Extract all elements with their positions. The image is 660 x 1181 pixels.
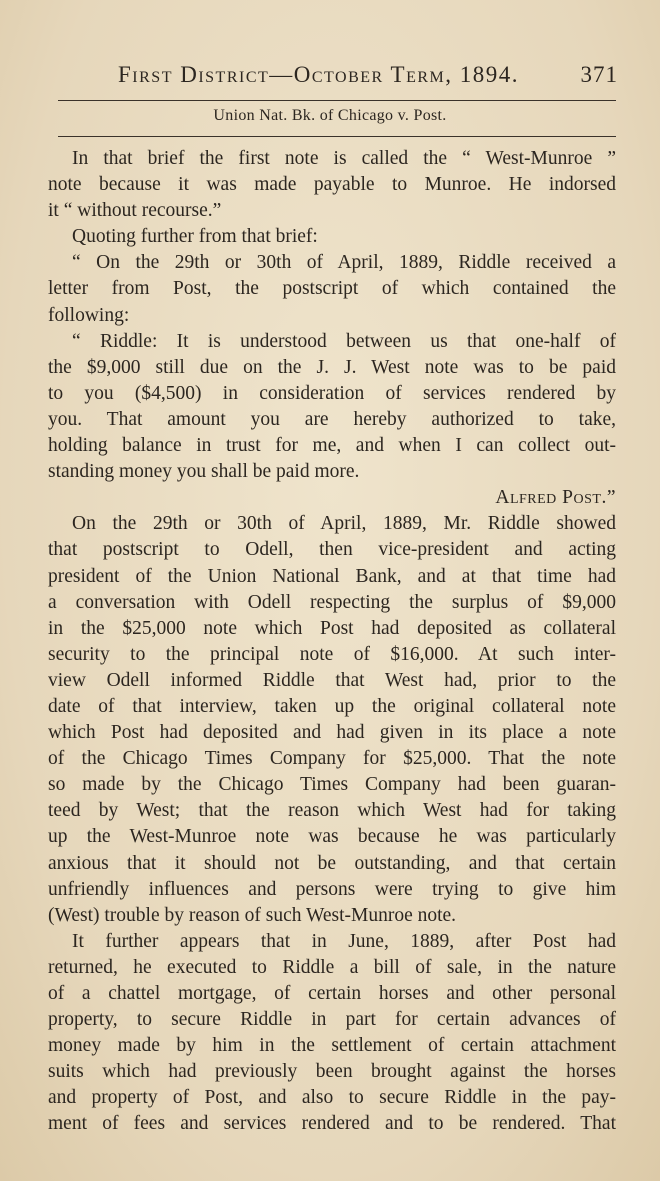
text-line: in the $25,000 note which Post had deposited as collateral	[48, 617, 616, 639]
text-line: president of the Union National Bank, and at that time had	[48, 565, 616, 587]
header-rule-bottom	[58, 136, 616, 137]
text-line: note because it was made payable to Munroe. He indorsed	[48, 174, 616, 196]
case-caption: Union Nat. Bk. of Chicago v. Post.	[213, 107, 447, 124]
text-line: In that brief the first note is called the “ West-Munroe ”	[72, 148, 616, 169]
text-line: property, to secure Riddle in part for certain advances of	[48, 1009, 616, 1031]
text-line: up the West-Munroe note was because he was particularly	[48, 826, 616, 848]
running-head-title: First District—October Term, 1894.	[118, 62, 520, 87]
body-text	[48, 146, 616, 1138]
text-line: standing money you shall be paid more.	[48, 461, 360, 483]
text-line: which Post had deposited and had given in its place a note	[48, 722, 616, 744]
text-line: “ Riddle: It is understood between us that one-half of	[72, 330, 616, 352]
text-line: (West) trouble by reason of such West-Munroe note.	[48, 904, 457, 926]
text-line: letter from Post, the postscript of which contained the	[48, 278, 616, 300]
text-line: the $9,000 still due on the J. J. West note was to be paid	[48, 356, 616, 378]
text-line: date of that interview, taken up the original collateral note	[48, 695, 616, 717]
text-line: unfriendly influences and persons were trying to give him	[48, 878, 616, 900]
text-line: anxious that it should not be outstanding, and that certain	[48, 852, 616, 874]
text-line: money made by him in the settlement of certain attachment	[48, 1035, 616, 1057]
page-number: 371	[580, 62, 618, 87]
text-line: Quoting further from that brief:	[72, 226, 318, 248]
running-head	[118, 62, 618, 92]
text-line: it “ without recourse.”	[48, 200, 222, 222]
text-line: to you ($4,500) in consideration of services rendered by	[48, 382, 616, 404]
text-line: of the Chicago Times Company for $25,000. That the note	[48, 748, 616, 770]
text-line: following:	[48, 304, 130, 326]
text-line: security to the principal note of $16,000. At such inter-	[48, 643, 616, 665]
text-line: It further appears that in June, 1889, after Post had	[72, 930, 616, 952]
text-line: On the 29th or 30th of April, 1889, Mr. Riddle showed	[72, 513, 616, 535]
text-line: and property of Post, and also to secure Riddle in the pay-	[48, 1087, 616, 1109]
text-line: returned, he executed to Riddle a bill of sale, in the nature	[48, 956, 616, 978]
text-line: ment of fees and services rendered and to be rendered. That	[48, 1113, 616, 1135]
text-line: suits which had previously been brought against the horses	[48, 1061, 616, 1083]
text-line: view Odell informed Riddle that West had, prior to the	[48, 669, 616, 691]
text-line: Alfred Post.”	[495, 487, 616, 509]
text-line: that postscript to Odell, then vice-president and acting	[48, 539, 616, 561]
header-rule-top	[58, 100, 616, 101]
text-line: you. That amount you are hereby authorized to take,	[48, 408, 616, 430]
text-line: “ On the 29th or 30th of April, 1889, Riddle received a	[72, 252, 616, 274]
text-line: teed by West; that the reason which West had for taking	[48, 800, 616, 822]
text-line: a conversation with Odell respecting the surplus of $9,000	[48, 591, 616, 613]
text-line: of a chattel mortgage, of certain horses and other personal	[48, 983, 616, 1004]
text-line: holding balance in trust for me, and when I can collect out-	[48, 435, 616, 457]
text-line: so made by the Chicago Times Company had been guaran-	[48, 774, 616, 796]
